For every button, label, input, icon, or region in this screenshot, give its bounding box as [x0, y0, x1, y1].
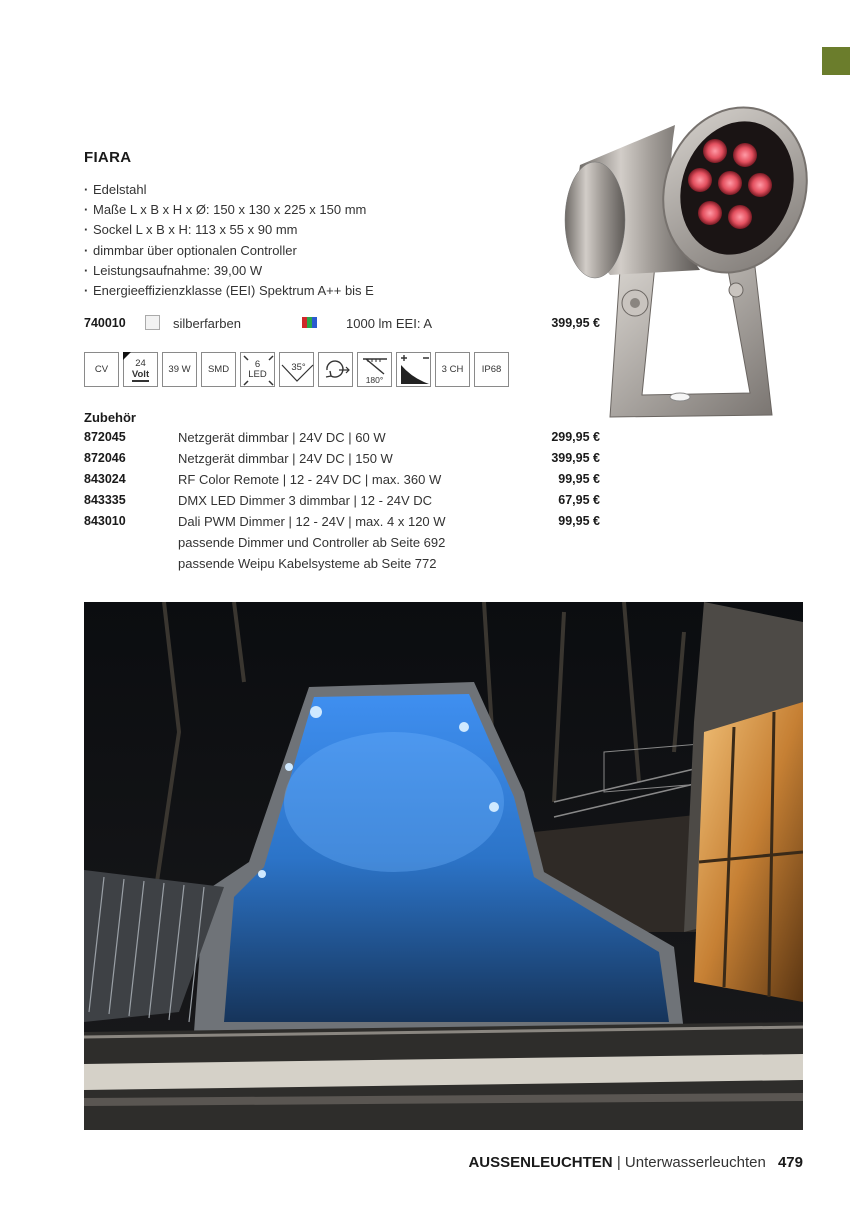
beam-angle-label: 35°	[291, 362, 306, 373]
watt-label: 39 W	[168, 364, 191, 375]
accessory-price: 67,95 €	[558, 493, 600, 507]
accessory-description: Dali PWM Dimmer | 12 - 24V | max. 4 x 120 W	[178, 514, 446, 529]
led-number: 6	[254, 358, 261, 370]
beam-angle-icon	[279, 352, 314, 387]
volt-icon	[123, 352, 158, 387]
dimmable-icon	[396, 352, 431, 387]
accessory-description: Netzgerät dimmbar | 24V DC | 150 W	[178, 451, 393, 466]
article-color: silberfarben	[173, 316, 241, 331]
accessories-heading: Zubehör	[84, 410, 136, 425]
cv-label: CV	[94, 364, 109, 375]
corner-mark	[123, 352, 131, 360]
ip-rating-icon	[474, 352, 509, 387]
pool-night-photo	[84, 602, 803, 1130]
led-count-icon	[240, 352, 275, 387]
article-row	[84, 314, 600, 334]
feature-item: · Maße L x B x H x Ø: 150 x 130 x 225 x 150 mm	[84, 200, 374, 220]
accessory-row	[84, 514, 600, 535]
spotlight-product-image	[550, 55, 812, 423]
smd-label: SMD	[207, 364, 230, 375]
accessory-description: DMX LED Dimmer 3 dimmbar | 12 - 24V DC	[178, 493, 433, 508]
footer-category: AUSSENLEUCHTEN	[468, 1154, 613, 1171]
section-color-tab	[822, 47, 850, 75]
cv-icon	[84, 352, 119, 387]
feature-list	[84, 180, 374, 301]
accessory-note-text: passende Dimmer und Controller ab Seite 692	[178, 535, 446, 550]
accessory-row	[84, 451, 600, 472]
feature-item: · dimmbar über optionalen Controller	[84, 241, 374, 261]
watt-icon	[162, 352, 197, 387]
accessory-number: 843024	[84, 472, 126, 486]
accessory-note	[84, 556, 600, 577]
accessory-row	[84, 493, 600, 514]
rotate-arrow-graphic	[319, 353, 354, 388]
luminous-flux: 1000 lm EEI: A	[346, 316, 432, 331]
tilt-label: 180°	[365, 374, 384, 385]
accessory-note	[84, 535, 600, 556]
rotatable-icon	[318, 352, 353, 387]
accessories-list	[84, 430, 600, 577]
article-price: 399,95 €	[551, 316, 600, 330]
accessory-row	[84, 430, 600, 451]
spec-icon-row	[84, 352, 509, 387]
page-footer	[468, 1154, 803, 1171]
color-swatch	[145, 315, 160, 330]
led-unit: LED	[248, 368, 267, 380]
accessory-number: 843335	[84, 493, 126, 507]
accessory-price: 99,95 €	[558, 514, 600, 528]
tilt-icon	[357, 352, 392, 387]
dimmer-graphic	[397, 353, 432, 388]
feature-item: · Leistungsaufnahme: 39,00 W	[84, 261, 374, 281]
accessory-row	[84, 472, 600, 493]
feature-item: · Sockel L x B x H: 113 x 55 x 90 mm	[84, 220, 374, 240]
volt-unit: Volt	[131, 368, 150, 380]
feature-item: · Edelstahl	[84, 180, 374, 200]
accessory-note-text: passende Weipu Kabelsysteme ab Seite 772	[178, 556, 437, 571]
volt-number: 24	[135, 357, 146, 369]
smd-icon	[201, 352, 236, 387]
footer-separator: |	[616, 1154, 621, 1171]
product-title: FIARA	[84, 149, 132, 166]
footer-subcategory: Unterwasserleuchten	[624, 1154, 766, 1171]
accessory-number: 872046	[84, 451, 126, 465]
accessory-price: 99,95 €	[558, 472, 600, 486]
rgb-icon	[302, 317, 317, 328]
channel-icon	[435, 352, 470, 387]
accessory-description: Netzgerät dimmbar | 24V DC | 60 W	[178, 430, 386, 445]
channel-label: 3 CH	[441, 364, 464, 375]
ip-label: IP68	[481, 364, 502, 375]
accessory-number: 872045	[84, 430, 126, 444]
accessory-description: RF Color Remote | 12 - 24V DC | max. 360 W	[178, 472, 442, 487]
page-number: 479	[777, 1154, 803, 1171]
accessory-price: 299,95 €	[551, 430, 600, 444]
article-number: 740010	[84, 316, 126, 330]
accessory-price: 399,95 €	[551, 451, 600, 465]
accessory-number: 843010	[84, 514, 126, 528]
feature-item: · Energieeffizienzklasse (EEI) Spektrum A++ bis E	[84, 281, 374, 301]
